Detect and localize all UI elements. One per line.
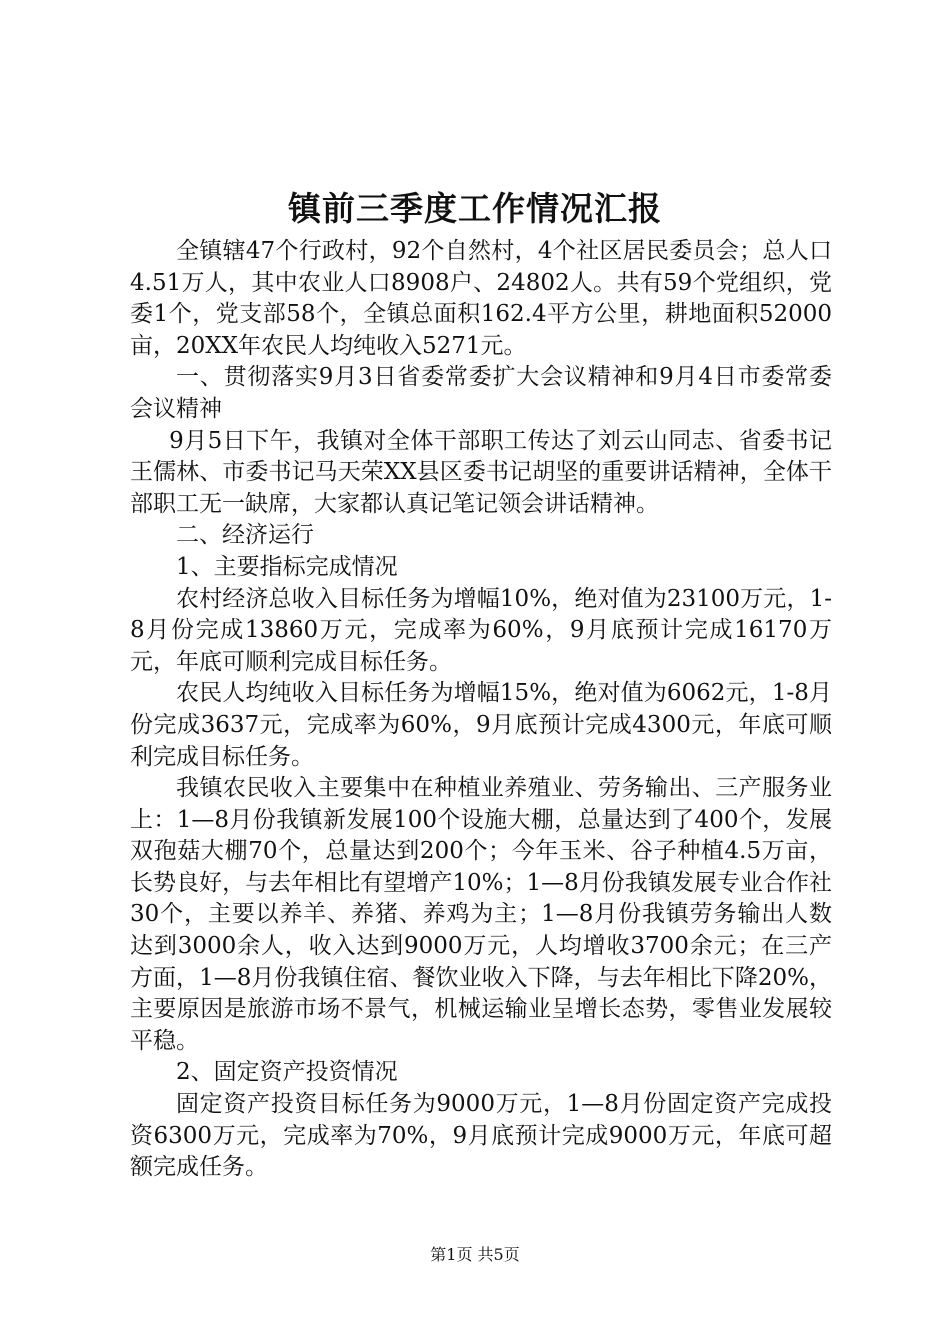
paragraph-income-sources: 我镇农民收入主要集中在种植业养殖业、劳务输出、三产服务业上：1—8月份我镇新发展100个设施大棚，总量达到了400个，发展双孢菇大棚70个，总量达到200个；今年玉米、谷子种植4.5万亩，长势良好，与去年相比有望增产10%；1—8月份我镇发展专业合作社30个，主要以养羊、养猪、养鸡为主；1—8月份我镇劳务输出人数达到3000余人，收入达到9000万元，人均增收3700余元；在三产方面，1—8月份我镇住宿、餐饮业收入下降，与去年相比下降20%，主要原因是旅游市场不景气，机械运输业呈增长态势，零售业发展较平稳。 [130,775,832,1054]
paragraph-meeting: 9月5日下午，我镇对全体干部职工传达了刘云山同志、省委书记王儒林、市委书记马天荣XX县区委书记胡坚的重要讲话精神，全体干部职工无一缺席，大家都认真记笔记领会讲话精神。 [130,427,832,517]
heading-subsection-1: 1、主要指标完成情况 [176,553,398,580]
heading-subsection-2: 2、固定资产投资情况 [176,1059,398,1086]
document-title: 镇前三季度工作情况汇报 [288,189,662,228]
page-footer: 第1页 共5页 [430,1245,520,1264]
document-body [130,236,832,1184]
heading-section-1: 一、贯彻落实9月3日省委常委扩大会议精神和9月4日市委常委会议精神 [130,364,832,422]
paragraph-rural-income: 农村经济总收入目标任务为增幅10%，绝对值为23100万元，1-8月份完成13860万元，完成率为60%，9月底预计完成16170万元，年底可顺利完成目标任务。 [130,585,832,675]
paragraph-fixed-assets: 固定资产投资目标任务为9000万元，1—8月份固定资产完成投资6300万元，完成率为70%，9月底预计完成9000万元，年底可超额完成任务。 [130,1091,832,1181]
paragraph-per-capita-income: 农民人均纯收入目标任务为增幅15%，绝对值为6062元，1-8月份完成3637元，完成率为60%，9月底预计完成4300元，年底可顺利完成目标任务。 [130,680,832,770]
heading-section-2: 二、经济运行 [176,522,314,549]
paragraph-overview: 全镇辖47个行政村，92个自然村，4个社区居民委员会；总人口4.51万人，其中农业人口8908户、24802人。共有59个党组织，党委1个，党支部58个，全镇总面积162.4平方公里，耕地面积52000亩，20XX年农民人均纯收入5271元。 [130,238,832,359]
